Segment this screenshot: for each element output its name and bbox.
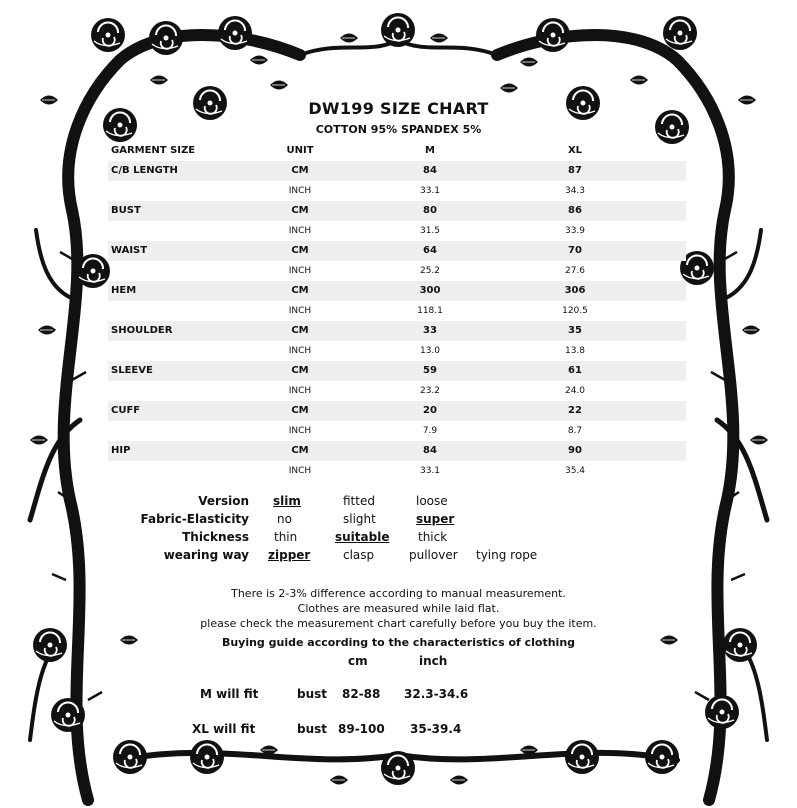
measure-label: SLEEVE [111, 365, 153, 376]
unit-cell: CM [291, 405, 309, 416]
value-xl: 61 [568, 365, 582, 376]
header-garment-size: GARMENT SIZE [111, 145, 196, 156]
attribute-row-version [0, 494, 797, 512]
table-row [108, 381, 686, 401]
table-row [108, 441, 686, 461]
measure-label: C/B LENGTH [111, 165, 178, 176]
unit-cell: INCH [288, 466, 312, 476]
value-m: 25.2 [419, 266, 441, 276]
table-row [108, 341, 686, 361]
unit-cell: CM [291, 445, 309, 456]
value-xl: 35 [568, 325, 582, 336]
value-m: 23.2 [419, 386, 441, 396]
guide-col-inch: inch [419, 654, 448, 668]
header-size-xl: XL [567, 145, 583, 156]
attribute-option-selected: suitable [335, 530, 390, 544]
measure-label: SHOULDER [111, 325, 173, 336]
table-row [108, 221, 686, 241]
unit-cell: CM [291, 245, 309, 256]
unit-cell: INCH [288, 186, 312, 196]
table-row [108, 261, 686, 281]
table-row [108, 181, 686, 201]
value-xl: 33.9 [564, 226, 586, 236]
value-m: 13.0 [419, 346, 441, 356]
unit-cell: CM [291, 325, 309, 336]
attribute-option: pullover [409, 548, 458, 562]
table-row [108, 301, 686, 321]
measure-label: WAIST [111, 245, 148, 256]
unit-cell: CM [291, 365, 309, 376]
attribute-option: thin [274, 530, 298, 544]
unit-cell: INCH [288, 346, 312, 356]
value-m: 33 [423, 325, 437, 336]
value-m: 64 [423, 245, 437, 256]
unit-cell: CM [291, 285, 309, 296]
value-xl: 24.0 [564, 386, 586, 396]
value-m: 84 [423, 445, 437, 456]
attribute-option-selected: super [416, 512, 455, 526]
unit-cell: INCH [288, 426, 312, 436]
guide-cm-range: 82-88 [342, 687, 381, 701]
value-m: 20 [423, 405, 437, 416]
buying-guide-title: Buying guide according to the characteristics of clothing [221, 636, 576, 649]
guide-size-label: XL will fit [192, 722, 256, 736]
guide-col-cm: cm [348, 654, 368, 668]
attribute-option: no [277, 512, 292, 526]
unit-cell: INCH [288, 226, 312, 236]
value-m: 80 [423, 205, 437, 216]
guide-cm-range: 89-100 [338, 722, 385, 736]
size-table [108, 141, 686, 481]
value-xl: 90 [568, 445, 582, 456]
value-m: 33.1 [419, 466, 441, 476]
attribute-option: clasp [343, 548, 375, 562]
unit-cell: CM [291, 205, 309, 216]
header-unit: UNIT [286, 145, 314, 156]
attribute-label: wearing way [163, 548, 249, 562]
value-m: 84 [423, 165, 437, 176]
measurement-notes [0, 586, 797, 631]
attribute-row-elasticity [0, 512, 797, 530]
guide-body-part: bust [297, 722, 328, 736]
attribute-option: tying rope [476, 548, 538, 562]
guide-body-part: bust [297, 687, 328, 701]
value-m: 59 [423, 365, 437, 376]
table-row [108, 421, 686, 441]
measure-label: BUST [111, 205, 141, 216]
table-row [108, 161, 686, 181]
table-row [108, 281, 686, 301]
attribute-label: Version [198, 494, 249, 508]
table-row [108, 361, 686, 381]
note-line: please check the measurement chart carefully before you buy the item. [200, 617, 597, 630]
value-xl: 35.4 [564, 466, 586, 476]
attribute-option-selected: slim [273, 494, 301, 508]
value-xl: 306 [564, 285, 586, 296]
attribute-option-selected: zipper [268, 548, 311, 562]
attribute-row-wearing-way [0, 548, 797, 566]
table-row [108, 321, 686, 341]
attribute-option: fitted [343, 494, 375, 508]
value-xl: 87 [568, 165, 582, 176]
table-row [108, 401, 686, 421]
value-xl: 34.3 [564, 186, 586, 196]
table-row [108, 201, 686, 221]
measure-label: CUFF [111, 405, 141, 416]
value-xl: 120.5 [562, 306, 588, 316]
note-line: Clothes are measured while laid flat. [297, 602, 500, 615]
table-row [108, 241, 686, 261]
value-xl: 86 [568, 205, 582, 216]
measure-label: HIP [111, 445, 131, 456]
measure-label: HEM [111, 285, 137, 296]
unit-cell: INCH [288, 266, 312, 276]
attribute-row-thickness [0, 530, 797, 548]
value-m: 31.5 [419, 226, 441, 236]
attribute-label: Thickness [182, 530, 249, 544]
garment-attributes [0, 494, 797, 566]
attribute-option: slight [343, 512, 376, 526]
attribute-label: Fabric-Elasticity [140, 512, 249, 526]
value-xl: 13.8 [564, 346, 586, 356]
value-xl: 70 [568, 245, 582, 256]
value-xl: 27.6 [564, 266, 586, 276]
guide-inch-range: 32.3-34.6 [404, 687, 469, 701]
unit-cell: INCH [288, 306, 312, 316]
table-header-row [108, 141, 686, 161]
attribute-option: loose [416, 494, 448, 508]
guide-inch-range: 35-39.4 [410, 722, 462, 736]
header-size-m: M [425, 145, 435, 156]
unit-cell: CM [291, 165, 309, 176]
unit-cell: INCH [288, 386, 312, 396]
value-xl: 22 [568, 405, 582, 416]
value-m: 7.9 [422, 426, 438, 436]
value-xl: 8.7 [567, 426, 583, 436]
note-line: There is 2-3% difference according to manual measurement. [231, 587, 566, 600]
value-m: 300 [419, 285, 441, 296]
table-row [108, 461, 686, 481]
attribute-option: thick [418, 530, 448, 544]
value-m: 33.1 [419, 186, 441, 196]
guide-size-label: M will fit [200, 687, 259, 701]
value-m: 118.1 [417, 306, 443, 316]
chart-title: DW199 SIZE CHART [308, 99, 489, 118]
fabric-composition: COTTON 95% SPANDEX 5% [315, 123, 482, 136]
